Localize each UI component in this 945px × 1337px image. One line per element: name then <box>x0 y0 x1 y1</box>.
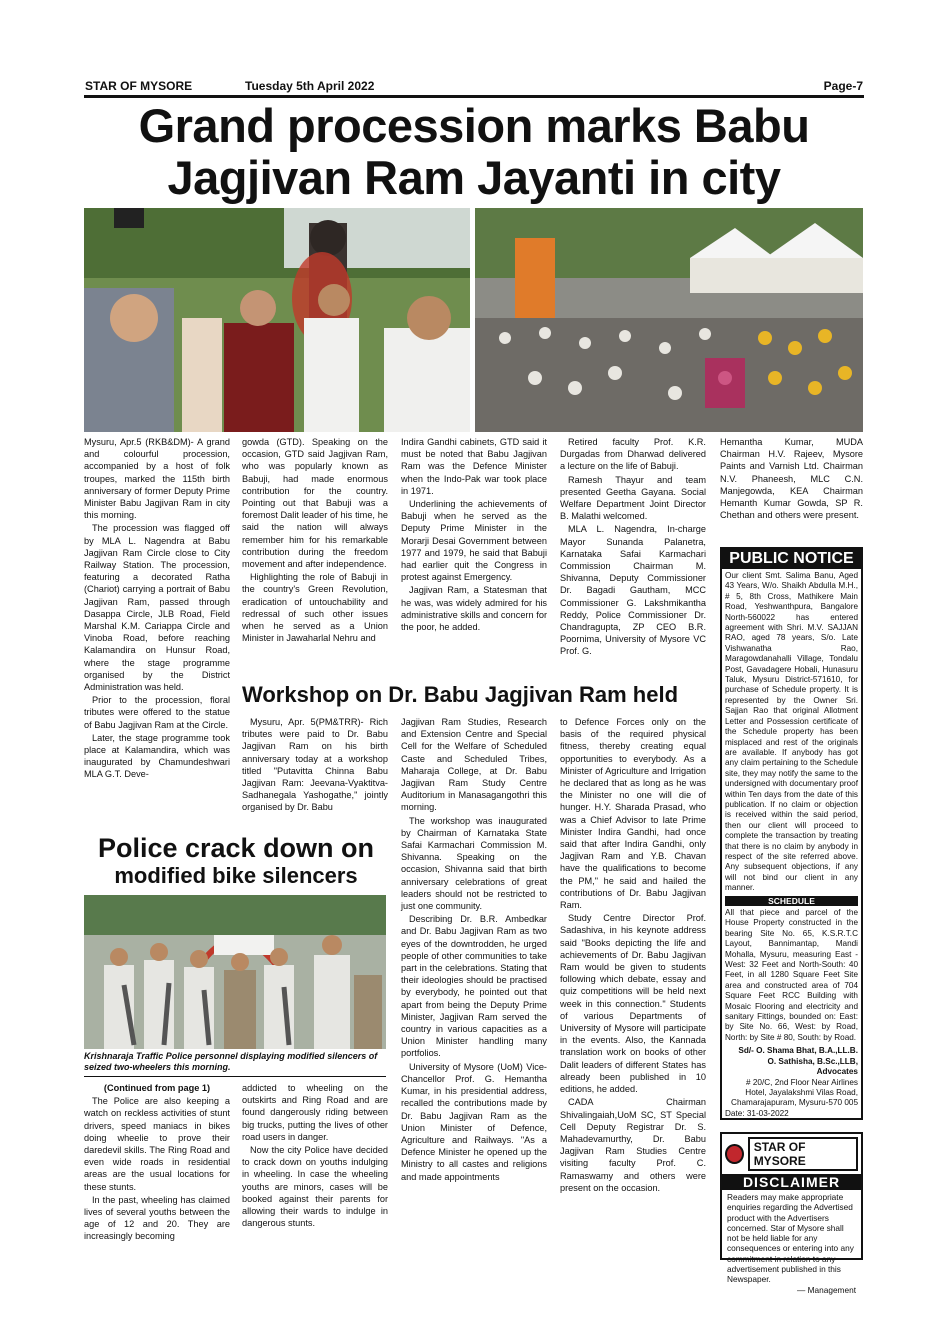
paragraph: gowda (GTD). Speaking on the occasion, GTD said Jagjivan Ram, who was popularly known as Babuji, had made enormous contribution for the country. Pointing out that Babuji was a foremost Dalit leader of his time, he said the nation will always remember him for his remarkable contribution during the freedom movement and after independence. <box>242 437 388 570</box>
workshop-col1 <box>242 716 388 831</box>
public-notice-title: PUBLIC NOTICE <box>722 549 861 569</box>
police-col1 <box>84 1082 230 1267</box>
paper-name: STAR OF MYSORE <box>85 79 193 93</box>
paragraph: Highlighting the role of Babuji in the country's Green Revolution, eradication of untouchability and redressal of such other issues when he served as a Union Minister in Jawaharlal Nehru and <box>242 572 388 644</box>
photo-procession-image <box>475 208 863 432</box>
disclaimer-logo <box>722 1134 861 1174</box>
main-headline-line1: Grand procession marks Babu <box>138 99 810 152</box>
paragraph: In the past, wheeling has claimed lives of several youths between the age of 12 and 20. They are increasingly becoming <box>84 1194 230 1242</box>
seal-icon <box>725 1144 744 1164</box>
paragraph: Study Centre Director Prof. Sadashiva, in his keynote address said "Books depicting the life and achievements of Dr. Babu Jagjivan Ram would be given to students following which debate, essay and quiz competitions will be held next week in this connection." Students of various Departments of University of Mysore will participate in the events. Also, the Kannada translation work on books of other Dalit leaders of different States has already been published in 10 editions, he added. <box>560 913 706 1095</box>
schedule-title: SCHEDULE <box>725 896 858 906</box>
disclaimer-box <box>720 1132 863 1295</box>
logo-text: STAR OF MYSORE <box>748 1137 858 1171</box>
paragraph: Mysuru, Apr.5 (RKB&DM)- A grand and colourful procession, accompanied by a host of folk troupes, marked the 115th birth anniversary of former Deputy Prime Minister Babu Jagjivan Ram in city this morning. <box>84 437 230 521</box>
main-headline-line2: Jagjivan Ram Jayanti in city <box>167 151 781 204</box>
workshop-col3 <box>560 716 706 1266</box>
page-number: Page-7 <box>823 79 863 93</box>
paragraph: CADA Chairman Shivalingaiah,UoM SC, ST Special Cell Deputy Registrar Dr. S. Mahadevamurthy, Dr. Babu Jagjivan Ram Studies Centre visiting faculty Prof. C. Ramaswamy and others were present on the occasion. <box>560 1097 706 1193</box>
photo-procession <box>475 208 863 432</box>
main-story-col5 <box>720 436 863 536</box>
notice-signature-2: O. Sathisha, B.Sc.,LLB, Advocates <box>767 1056 858 1077</box>
police-headline-line2: modified bike silencers <box>114 863 358 888</box>
police-headline <box>84 833 388 889</box>
police-headline-line1: Police crack down on <box>97 833 375 863</box>
paragraph: Ramesh Thayur and team presented Geetha Gayana. Social Welfare Department Joint Director B. Malathi welcomed. <box>560 474 706 522</box>
main-headline <box>84 100 864 204</box>
notice-date: Date: 31-03-2022 <box>725 1108 789 1118</box>
disclaimer-text: Readers may make appropriate enquiries regarding the Advertised product with the Advertisers concerned. Star of Mysore shall not be held liable for any consequences or entering into any commitment in relation to any advertisement published in this Newspaper. <box>727 1192 854 1285</box>
paragraph: Mysuru, Apr. 5(PM&TRR)- Rich tributes were paid to Dr. Babu Jagjivan Ram on his birth anniversary today at a workshop titled "Putavitta Chinna Babu Jagjivan Ram: Jeevana-Vyaktitva-Sadhanegala Yashogathe," jointly organised by Dr. Babu <box>242 717 388 813</box>
schedule-text: All that piece and parcel of the House Property constructed in the bearing Site No. 65, K.S.R.T.C Layout, Bannimantap, Mandi Mohalla, Mysuru, measuring East - West: 32 Feet and North-South: 40 Feet, in all 1280 Square Feet Site area and constructed area of 704 Square Feet RCC Building with Mosaic Flooring and electricity and sanitary Fittings, bounded on: East: by Site No. 66, West: by Road, North: by Site # 80, South: by Road. <box>725 908 858 1042</box>
paragraph: University of Mysore (UoM) Vice-Chancellor Prof. G. Hemantha Kumar, in his presidential address, recalled the contributions made by Dr. Babu Jagjivan Ram as the Union Minister of Defence, Agriculture and Railways. "As a Defence Minister he opened up the Ministry to all castes and religions and made appointments <box>401 1061 547 1182</box>
paragraph: Jagjivan Ram Studies, Research and Extension Centre and Special Cell for the Welfare of Scheduled Caste and Scheduled Tribes, Maharaja College, at Dr. Babu Jagjivan Ram Study Centre Auditorium in Manasagangothri this morning. <box>401 717 547 813</box>
header-rule <box>84 95 864 98</box>
workshop-col2 <box>401 716 547 1266</box>
paragraph: MLA L. Nagendra, In-charge Mayor Sunanda Palanetra, Karnataka Safai Karmachari Commission Chairman M. Shivanna, Deputy Commissioner Dr. Bagadi Gautham, MCC Commissioner G. Lakshmikantha Reddy, Police Commissioner Dr. Chandragupta, ZP CEO B.R. Poornima, University of Mysore VC Prof. G. <box>560 524 706 657</box>
main-story-col3 <box>401 436 547 676</box>
issue-date: Tuesday 5th April 2022 <box>245 79 375 93</box>
public-notice-body <box>722 569 861 1121</box>
paragraph: Hemantha Kumar, MUDA Chairman H.V. Rajeev, Mysore Paints and Varnish Ltd. Chairman N.V. Phaneesh, MLC C.N. Manjegowda, KEA Chairman Hemanth Kumar Gowda, SP R. Chethan and others were present. <box>720 437 863 521</box>
main-story-col2 <box>242 436 388 676</box>
main-story-col4 <box>560 436 706 676</box>
paragraph: The workshop was inaugurated by Chairman of Karnataka State Safai Karmachari Commission M. Shivanna. Speaking on the occasion, Shivanna said that birth anniversary celebrations of great leaders should not be restricted to just one community. <box>401 815 547 912</box>
paragraph: addicted to wheeling on the outskirts and Ring Road and are found dangerously riding between big trucks, putting the lives of other road users in danger. <box>242 1083 388 1142</box>
notice-signature-1: Sd/- O. Shama Bhat, B.A.,LL.B. <box>738 1046 858 1056</box>
paragraph: Retired faculty Prof. K.R. Durgadas from Dharwad delivered a lecture on the life of Babuji. <box>560 437 706 472</box>
paragraph: Indira Gandhi cabinets, GTD said it must be noted that Babu Jagjivan Ram was the Defence Minister when the Indo-Pak war took place in 1971. <box>401 437 547 496</box>
workshop-headline: Workshop on Dr. Babu Jagjivan Ram held <box>242 682 679 707</box>
photo-statue-tribute <box>84 208 470 432</box>
paragraph: Now the city Police have decided to crack down on youths indulging in wheeling. In case the wheeling youths are minors, cases will be booked against their parents for allowing their wards to indulge in dangerous stunts. <box>242 1145 388 1229</box>
paragraph: The Police are also keeping a watch on reckless activities of stunt drivers, speed maniacs in bikes doing wheelie to prove their daredevil skills. The Ring Road and even wide roads in residential areas are the usual locations for these stunts. <box>84 1096 230 1192</box>
paragraph: Jagjivan Ram, a Statesman that he was, was widely admired for his administrative skills and concern for the poor, he added. <box>401 585 547 633</box>
continued-note: (Continued from page 1) <box>103 1083 211 1093</box>
paragraph: to Defence Forces only on the basis of the required physical fitness, thereby creating equal opportunities to everybody. As a Minister of Agriculture and Irrigation he declared that as long as he was the Minister no one will die of hunger. H.Y. Sharada Prasad, who was a Chief Advisor to late Prime Minister Indira Gandhi, had once said that after Indira Gandhi, only Jagjivan Ram and Y.B. Chavan have the qualifications to become the PM," he said and hailed the contributions of Dr. Babu Jagjivan Ram. <box>560 717 706 911</box>
disclaimer-body <box>722 1190 861 1297</box>
public-notice-box <box>720 547 863 1120</box>
main-story-col1 <box>84 436 230 826</box>
paragraph: Underlining the achievements of Babuji when he served as the Deputy Prime Minister in the Morarji Desai Government between 1977 and 1979, he said that Babuji had earlier quit the Congress in protest against Emergency. <box>401 499 547 583</box>
paragraph: Describing Dr. B.R. Ambedkar and Dr. Babu Jagjivan Ram as two eyes of the downtrodden, he urged people of other communities to take part in the celebrations. Stating that their ideologies should be practised by everybody, he pointed out that apart from being the Deputy Prime Minister, Jagjivan Ram served the country in various capacities as a Union Minister handling many portfolios. <box>401 914 547 1059</box>
paragraph: Later, the stage programme took place at Kalamandira, which was inaugurated by Chamundeshwari MLA G.T. Deve- <box>84 732 230 780</box>
photo-police-silencers <box>84 895 386 1049</box>
photo-statue-tribute-image <box>84 208 470 432</box>
photo-police-silencers-image <box>84 895 386 1049</box>
disclaimer-sign: — Management <box>796 1284 856 1295</box>
police-photo-caption: Krishnaraja Traffic Police personnel displaying modified silencers of seized two-wheelers this morning. <box>84 1051 378 1072</box>
paragraph: Prior to the procession, floral tributes were offered to the statue of Babu Jagjivan Ram at the Circle. <box>84 695 230 730</box>
caption-rule <box>84 1076 386 1077</box>
disclaimer-title: DISCLAIMER <box>722 1174 861 1190</box>
police-col2 <box>242 1082 388 1267</box>
paragraph: The procession was flagged off by MLA L. Nagendra at Babu Jagjivan Ram Circle close to City Railway Station. The procession, featuring a decorated Ratha (Chariot) carrying a portrait of Babu Jagjivan Ram, passed through Dasappa Circle, JLB Road, Field Marshal K.M. Cariappa Circle and Vinoba Road, before reaching Kalamandira on Hunsur Road, where the stage programme organised by the District Administration was held. <box>84 523 230 693</box>
public-notice-text: Our client Smt. Salima Banu, Aged 43 Years, W/o. Shaikh Abdulla M.H., # 5, 8th Cross, Mathikere Main Road, Yeshwanthpura, Bangalore North-560022 has entered agreement with Shri. M.V. SAJJAN RAO, aged 78 years, S/o. Late Vishwanatha Rao, Maragowdanahalli Village, Tondalu Post, Gavadagere Hobali, Hunasuru Taluk, Mysuru District-571610, for purchase of Schedule property. It is represented by the Owner Sri. Sajjan Rao that original Allotment Letter and Possession certificate of the Schedule property has been misplaced and rest of the originals are available. If anybody has got any claim pertaining to the Schedule site, they may notify the same to the undersigned with documentary proof within Ten days from the date of this publication. If no claim or objection is received within the said period, then our client will proceed to complete the transaction by treating that there is no claim by anybody in respect of the site referred above. Any subsequent objections, if any will not bind our client in any manner. <box>725 571 858 893</box>
notice-address: # 20/C, 2nd Floor Near Airlines Hotel, Jayalakshmi Vilas Road, Chamarajapuram, Mysuru-570 005 <box>731 1077 858 1108</box>
